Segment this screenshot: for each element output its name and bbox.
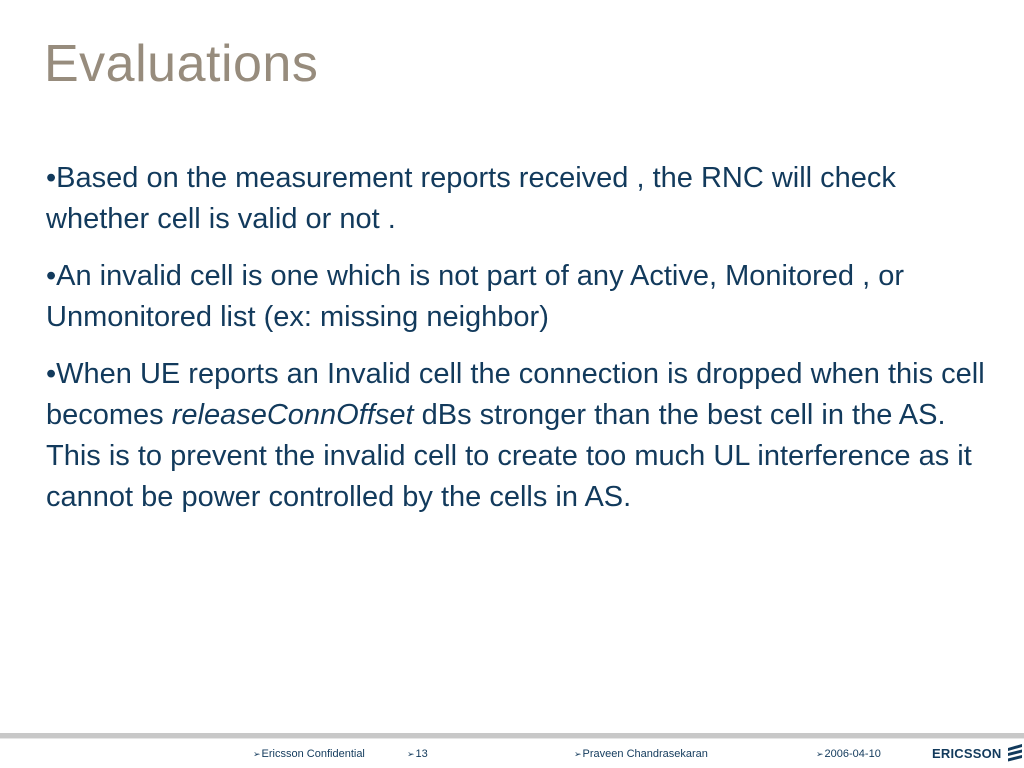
footer-divider bbox=[0, 733, 1024, 738]
footer-author bbox=[574, 748, 708, 760]
bullet-point: •Based on the measurement reports received , the RNC will check whether cell is valid or not . bbox=[46, 162, 896, 235]
date-label: 2006-04-10 bbox=[824, 748, 881, 760]
author-name: Praveen Chandrasekaran bbox=[582, 748, 708, 760]
bullet-point: •An invalid cell is one which is not part of any Active, Monitored , or Unmonitored list (ex: missing neighbor) bbox=[46, 260, 905, 333]
bullet-point bbox=[46, 354, 986, 518]
bullet-text-part: dBs stronger than the best cell in the AS. This is to prevent the invalid cell to create too much UL interference as it cannot be power controlled by the cells in AS. bbox=[46, 399, 972, 513]
slide-body bbox=[46, 158, 986, 534]
logo-wordmark: ERICSSON bbox=[932, 745, 1002, 761]
arrow-bullet-icon: ➢ bbox=[253, 749, 261, 759]
ericsson-logo bbox=[932, 743, 1022, 763]
ericsson-stripes-icon bbox=[1008, 744, 1022, 762]
arrow-bullet-icon: ➢ bbox=[816, 749, 824, 759]
confidentiality-label: Ericsson Confidential bbox=[261, 748, 365, 760]
emphasized-term: releaseConnOffset bbox=[171, 399, 414, 431]
footer-page-number bbox=[407, 748, 428, 760]
arrow-bullet-icon: ➢ bbox=[407, 749, 415, 759]
page-number: 13 bbox=[415, 748, 428, 760]
footer-date bbox=[816, 748, 881, 760]
slide-title: Evaluations bbox=[44, 35, 319, 93]
bullet-text-part: •When UE reports an Invalid cell the connection is dropped when this cell becomes bbox=[46, 358, 985, 431]
footer-confidentiality bbox=[253, 748, 365, 760]
arrow-bullet-icon: ➢ bbox=[574, 749, 582, 759]
